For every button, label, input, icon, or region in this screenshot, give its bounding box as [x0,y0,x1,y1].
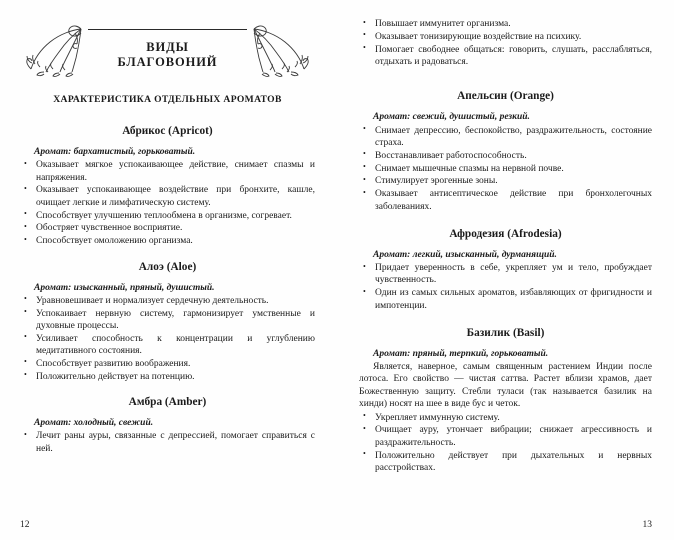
aroma-descriptor: Аромат: пряный, терпкий, горьковатый. [373,348,549,359]
aroma-descriptor: Аромат: легкий, изысканный, дурманящий. [373,249,557,260]
list-item: • Усиливает способность к концентрации и углублению медитативного состояния. [20,333,315,358]
floral-fan-ornament-icon [245,20,315,78]
aroma-descriptor: Аромат: изысканный, пряный, душистый. [34,282,215,293]
section-paragraph: Является, наверное, самым священным растением Индии после лотоса. Его свойство — чистая саттва. Растет вблизи храмов, дает Божественную защиту. Стебли туласи (так называется базилик на хинди) носят на шее в виде бус и четок. [359,362,652,410]
list-item: • Оказывает успокаивающее воздействие при бронхите, кашле, очищает легкие и лимфатическую систему. [20,184,315,209]
title-line-1: ВИДЫ [146,40,189,54]
benefit-list [359,412,652,475]
list-item: • Придает уверенность в себе, укрепляет ум и тело, пробуждает чувственность. [359,262,652,287]
aroma-descriptor: Аромат: бархатистый, горьковатый. [34,147,196,157]
list-item: • Уравновешивает и нормализует сердечную деятельность. [20,295,315,307]
benefit-list [20,159,315,247]
list-item: • Успокаивает нервную систему, гармонизирует умственные и духовные процессы. [20,308,315,333]
title-line-2: БЛАГОВОНИЙ [117,55,218,70]
list-item: • Положительно действует на потенцию. [20,371,315,383]
list-item: • Способствует улучшению теплообмена в организме, согревает. [20,210,315,222]
right-page [337,0,674,540]
aroma-section-orange [359,90,652,213]
list-item: • Укрепляет иммунную систему. [359,412,652,424]
list-item: • Обостряет чувственное восприятие. [20,222,315,234]
floral-fan-ornament-icon [20,20,90,78]
aroma-section-amber [20,396,315,455]
benefit-list [359,125,652,213]
benefit-list [359,262,652,312]
page-number-right: 13 [642,520,652,530]
list-item: • Способствует омоложению организма. [20,235,315,247]
aroma-section-apricot [20,125,315,248]
list-item: • Восстанавливает работоспособность. [359,150,652,162]
section-heading: Амбра (Amber) [128,396,207,409]
continued-benefit-list [359,18,652,68]
list-item: • Повышает иммунитет организма. [359,18,652,30]
benefit-list [20,430,315,455]
page-number-left: 12 [20,520,30,530]
page-title [90,40,245,71]
section-heading: Базилик (Basil) [466,326,545,339]
masthead [20,20,315,82]
masthead-rule [90,20,245,78]
list-item: • Помогает свободнее общаться: говорить, слушать, расслабляться, отдыхать и радоваться. [359,44,652,69]
section-heading: Алоэ (Aloe) [138,260,197,273]
aroma-section-aloe [20,261,315,384]
list-item: • Один из самых сильных ароматов, избавляющих от фригидности и импотенции. [359,287,652,312]
list-item: • Оказывает антисептическое действие при бронхолегочных заболеваниях. [359,188,652,213]
list-item: • Очищает ауру, утончает вибрации; снижает агрессивность и раздражительность. [359,424,652,449]
list-item: • Оказывает тонизирующие воздействие на психику. [359,31,652,43]
list-item: • Снимает депрессию, беспокойство, раздражительность, состояние страха. [359,125,652,150]
aroma-descriptor: Аромат: свежий, душистый, резкий. [373,112,530,123]
section-heading: Афродезия (Afrodesia) [449,227,562,240]
list-item: • Положительно действует при дыхательных и нервных расстройствах. [359,450,652,475]
benefit-list [20,295,315,383]
aroma-section-basil [359,327,652,474]
aroma-section-afrodesia [359,228,652,312]
list-item: • Способствует развитию воображения. [20,358,315,370]
aroma-descriptor: Аромат: холодный, свежий. [34,418,154,429]
list-item: • Лечит раны ауры, связанные с депрессией, помогает справиться с ней. [20,430,315,455]
section-heading: Апельсин (Orange) [457,90,554,103]
list-item: • Стимулирует эрогенные зоны. [359,175,652,187]
list-item: • Оказывает мягкое успокаивающее действие, снимает спазмы и напряжения. [20,159,315,184]
section-heading: Абрикос (Apricot) [122,125,213,137]
list-item: • Снимает мышечные спазмы на нервной почве. [359,163,652,175]
page-subtitle: ХАРАКТЕРИСТИКА ОТДЕЛЬНЫХ АРОМАТОВ [53,94,282,105]
